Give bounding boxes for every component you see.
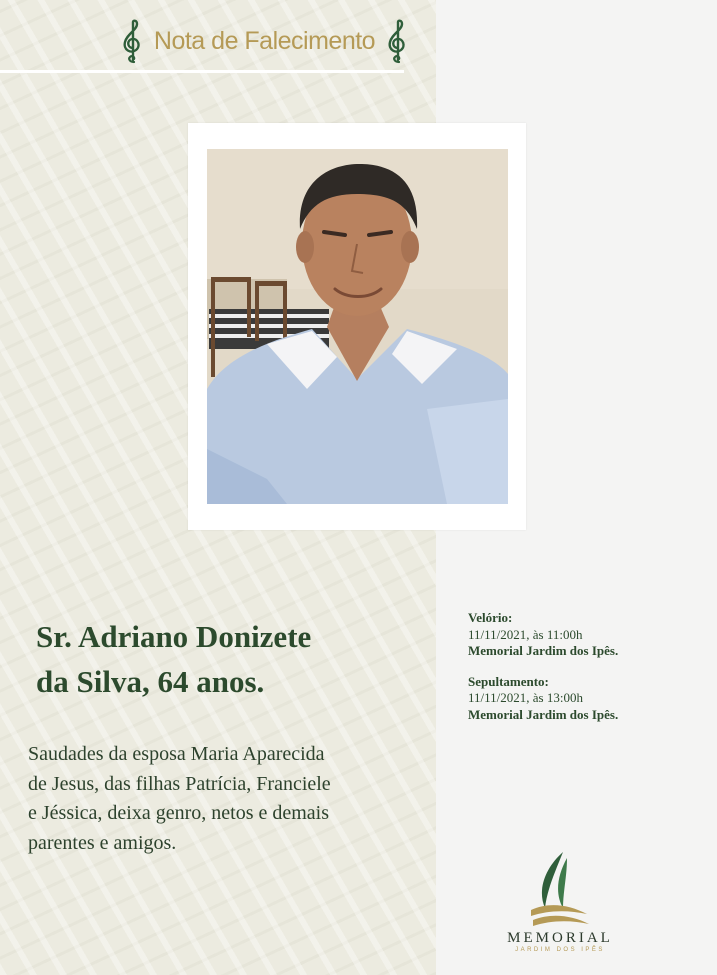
event-burial bbox=[468, 674, 708, 724]
portrait-photo bbox=[207, 149, 508, 504]
page-title: Nota de Falecimento bbox=[153, 26, 376, 55]
event-wake bbox=[468, 610, 708, 660]
event-date: 11/11/2021, às 11:00h bbox=[468, 626, 583, 642]
event-place: Memorial Jardim dos Ipês. bbox=[468, 706, 619, 722]
message-line: de Jesus, das filhas Patrícia, Franciele bbox=[28, 772, 331, 795]
message-line: parentes e amigos. bbox=[28, 831, 177, 854]
memorial-subtitle: JARDIM DOS IPÊS bbox=[515, 947, 605, 953]
memorial-logo bbox=[495, 850, 625, 960]
event-date: 11/11/2021, às 13:00h bbox=[468, 690, 583, 705]
memorial-leaf-logo-icon bbox=[523, 850, 593, 928]
message-line: Saudades da esposa Maria Aparecida bbox=[28, 743, 325, 765]
deceased-name bbox=[36, 614, 416, 704]
deceased-name-line: da Silva, 64 anos. bbox=[36, 664, 265, 699]
event-label: Velório: bbox=[468, 610, 513, 625]
header-divider bbox=[0, 70, 404, 73]
header bbox=[92, 16, 437, 66]
event-place: Memorial Jardim dos Ipês. bbox=[468, 643, 619, 658]
memorial-name: MEMORIAL bbox=[507, 930, 613, 946]
ceremony-details bbox=[468, 610, 708, 737]
photo-frame bbox=[188, 123, 526, 530]
treble-clef-icon bbox=[383, 18, 411, 64]
deceased-name-line: Sr. Adriano Donizete bbox=[36, 619, 312, 654]
event-label: Sepultamento: bbox=[468, 673, 549, 689]
message-line: e Jéssica, deixa genro, netos e demais bbox=[28, 802, 330, 824]
treble-clef-icon bbox=[118, 18, 146, 64]
condolence-message bbox=[28, 740, 428, 858]
